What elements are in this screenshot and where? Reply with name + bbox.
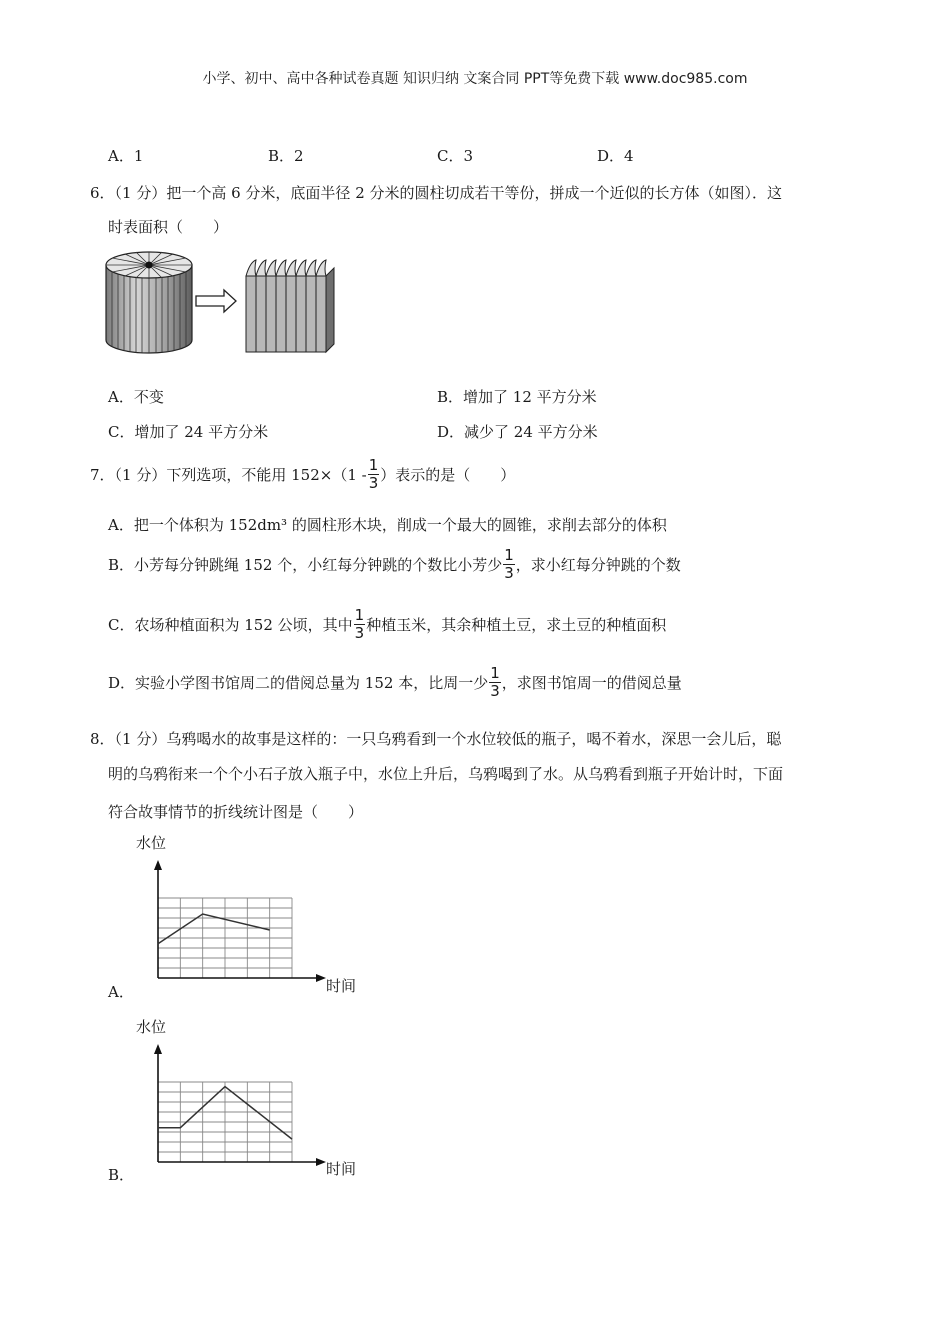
fraction-one-third [354,608,366,641]
q6-option-a[interactable]: A．不变 [108,388,164,406]
cuboid-shape [246,260,334,352]
q6-option-c[interactable]: C．增加了 24 平方分米 [108,423,269,441]
chart-b-xlabel: 时间 [326,1160,357,1178]
q7-option-c[interactable] [108,608,666,641]
q7-option-a[interactable]: A．把一个体积为 152dm³ 的圆柱形木块，削成一个最大的圆锥，求削去部分的体积 [108,516,667,534]
fraction-denominator: 3 [504,564,514,582]
y-axis-arrow-icon [154,860,162,870]
chart-a-ylabel: 水位 [136,834,167,852]
q8-option-a[interactable]: A． [108,983,134,1001]
q7-option-d-text-b: ，求图书馆周一的借阅总量 [501,673,682,692]
q7-option-b-text-a: B．小芳每分钟跳绳 152 个，小红每分钟跳的个数比小芳少 [108,555,503,574]
q6-option-d[interactable]: D．减少了 24 平方分米 [437,423,598,441]
q8-stem-line2: 明的乌鸦衔来一个个小石子放入瓶子中，水位上升后，乌鸦喝到了水。从乌鸦看到瓶子开始计时，下面 [108,765,784,783]
fraction-numerator: 1 [354,606,365,624]
q5-option-a[interactable]: A．1 [108,147,144,165]
fraction-numerator: 1 [504,546,514,564]
q7-option-c-text-b: 种植玉米，其余种植土豆，求土豆的种植面积 [366,615,667,634]
q5-option-c[interactable]: C．3 [437,147,474,165]
x-axis-arrow-icon [316,974,326,982]
y-axis-arrow-icon [154,1044,162,1054]
cylinder-shape [106,252,192,353]
fraction-one-third [489,666,501,699]
q8-stem-line1: 8．（1 分）乌鸦喝水的故事是这样的：一只乌鸦看到一个水位较低的瓶子，喝不着水，深思一会儿后，聪 [90,730,782,748]
fraction-denominator: 3 [490,682,500,700]
q6-stem-line2: 时表面积（ ） [108,218,229,236]
fraction-one-third [503,548,515,581]
fraction-denominator: 3 [368,474,379,492]
q5-option-d[interactable]: D．4 [597,147,634,165]
cylinder-to-cuboid-figure [104,246,344,358]
q8-option-b[interactable]: B． [108,1166,135,1184]
q7-stem-a: 7．（1 分）下列选项，不能用 152×（1 - [90,465,367,484]
fraction-denominator: 3 [354,624,365,642]
fraction-numerator: 1 [490,664,500,682]
fraction-numerator: 1 [368,456,379,474]
q7-stem [90,458,515,491]
chart-a-xlabel: 时间 [326,977,357,995]
q7-option-c-text-a: C．农场种植面积为 152 公顷，其中 [108,615,353,634]
q5-option-b[interactable]: B．2 [268,147,304,165]
q7-option-b-text-b: ，求小红每分钟跳的个数 [515,555,681,574]
chart-b-ylabel: 水位 [136,1018,167,1036]
q6-option-b[interactable]: B．增加了 12 平方分米 [437,388,597,406]
series-line [158,914,270,944]
page-header: 小学、初中、高中各种试卷真题 知识归纳 文案合同 PPT等免费下载 www.doc985.com [202,71,748,87]
q7-option-d[interactable] [108,666,682,699]
q8-stem-line3: 符合故事情节的折线统计图是（ ） [108,803,364,821]
q6-stem-line1: 6．（1 分）把一个高 6 分米，底面半径 2 分米的圆柱切成若干等份，拼成一个近似的长方体（如图）．这 [90,184,783,202]
q7-option-b[interactable] [108,548,681,581]
chart-a[interactable] [150,856,330,986]
x-axis-arrow-icon [316,1158,326,1166]
arrow-icon [196,290,236,312]
q7-option-d-text-a: D．实验小学图书馆周二的借阅总量为 152 本，比周一少 [108,673,489,692]
fraction-one-third [368,458,380,491]
chart-b[interactable] [150,1040,330,1170]
q7-stem-b: ）表示的是（ ） [380,465,516,484]
